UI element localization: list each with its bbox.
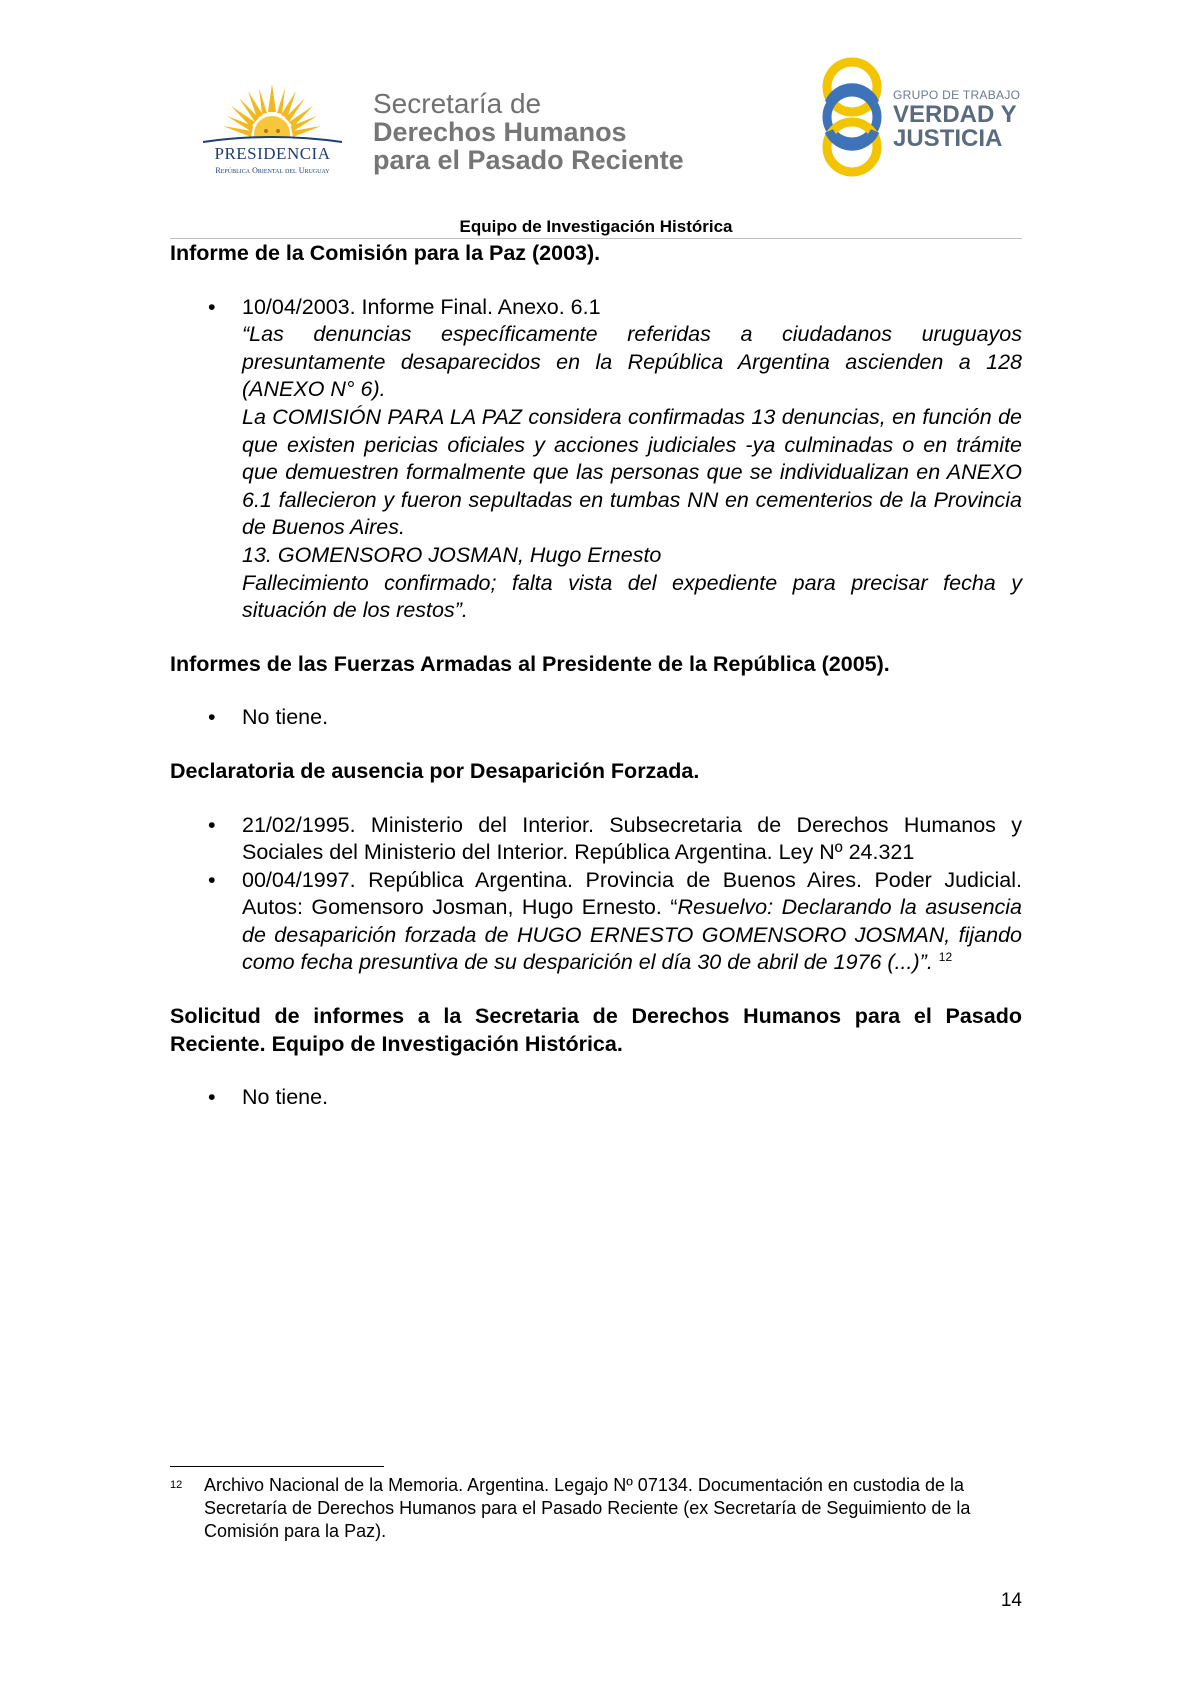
fuerzas-armadas-list (170, 704, 1022, 732)
footnote-separator (170, 1466, 384, 1467)
section-heading-declaratoria: Declaratoria de ausencia por Desaparición Forzada. (170, 758, 700, 783)
list-item (170, 1084, 1022, 1112)
section-heading-comision-paz: Informe de la Comisión para la Paz (2003). (170, 241, 601, 265)
item-quote: Resuelvo: Declarando la asusencia de desaparición forzada de HUGO ERNESTO GOMENSORO JOSMAN, fijando como fecha presuntiva de su desparición el día 30 de abril de 1976 (...)”. (242, 895, 1023, 975)
bullet-icon: • (208, 294, 216, 319)
vyj-title-line1: VERDAD Y (893, 101, 1017, 128)
page-header (0, 0, 1190, 240)
header-divider (170, 238, 1022, 239)
item-text: No tiene. (242, 1085, 329, 1110)
bullet-icon: • (208, 705, 216, 730)
verdad-justicia-logo (815, 55, 1025, 180)
solicitud-list (170, 1084, 1022, 1112)
secretaria-title (373, 89, 684, 174)
secretaria-title-line2: Derechos Humanos (373, 117, 627, 147)
list-item (170, 812, 1022, 867)
secretaria-title-line3: para el Pasado Reciente (373, 145, 684, 175)
page-number: 14 (1000, 1590, 1022, 1611)
list-item (170, 294, 1022, 625)
vyj-title-line2: JUSTICIA (893, 125, 1003, 152)
presidencia-logo (195, 82, 350, 182)
quote-paragraph: La COMISIÓN PARA LA PAZ considera confirmadas 13 denuncias, en función de que existen pericias oficiales y acciones judiciales -ya culminadas o en trámite que demuestren formalmente que las personas que se individualizan en ANEXO 6.1 fallecieron y fueron sepultadas en tumbas NN en cementerios de la Provincia de Buenos Aires. (242, 404, 1022, 540)
item-text: No tiene. (242, 705, 329, 730)
presidencia-subtitle: República Oriental del Uruguay (215, 166, 330, 175)
sun-emblem-icon (195, 82, 350, 152)
bullet-icon: • (208, 867, 216, 892)
bullet-icon: • (208, 812, 216, 837)
footnote-number: 12 (170, 1479, 183, 1491)
list-item (170, 704, 1022, 732)
quote-paragraph: “Las denuncias específicamente referidas a ciudadanos uruguayos presuntamente desaparecidos en la República Argentina ascienden a 128 (ANEXO N° 6). (242, 322, 1022, 402)
item-text: 00/04/1997. República Argentina. Provincia de Buenos Aires. Poder Judicial. Autos: Gomensoro Josman, Hugo Ernesto. “ (242, 867, 1022, 920)
footnote (170, 1474, 1022, 1543)
item-text: 21/02/1995. Ministerio del Interior. Subsecretaria de Derechos Humanos y Sociales del Ministerio del Interior. República Argentina. Ley Nº 24.321 (242, 812, 1022, 865)
list-item (170, 867, 1022, 977)
footnote-reference[interactable]: 12 (938, 950, 953, 965)
team-name: Equipo de Investigación Histórica (459, 217, 733, 236)
declaratoria-list (170, 812, 1022, 978)
secretaria-title-line1: Secretaría de (373, 88, 542, 119)
item-title: 10/04/2003. Informe Final. Anexo. 6.1 (242, 294, 601, 319)
quote-paragraph: 13. GOMENSORO JOSMAN, Hugo Ernesto (242, 542, 662, 567)
section-heading-fuerzas-armadas: Informes de las Fuerzas Armadas al Presidente de la República (2005). (170, 651, 890, 676)
document-body (170, 240, 1022, 1112)
vyj-caption: GRUPO DE TRABAJO (893, 88, 1021, 102)
footnote-text: Archivo Nacional de la Memoria. Argentina. Legajo Nº 07134. Documentación en custodia de la Secretaría de Derechos Humanos para el Pasado Reciente (ex Secretaría de Seguimiento de la Comisión para la Paz). (204, 1475, 971, 1541)
interlocked-rings-icon (815, 55, 895, 180)
comision-paz-list (170, 294, 1022, 625)
presidencia-wordmark: PRESIDENCIA (214, 144, 331, 163)
bullet-icon: • (208, 1085, 216, 1110)
section-heading-solicitud: Solicitud de informes a la Secretaria de Derechos Humanos para el Pasado Reciente. Equipo de Investigación Histórica. (170, 1004, 1022, 1056)
quote-paragraph: Fallecimiento confirmado; falta vista del expediente para precisar fecha y situación de los restos”. (242, 570, 1022, 623)
